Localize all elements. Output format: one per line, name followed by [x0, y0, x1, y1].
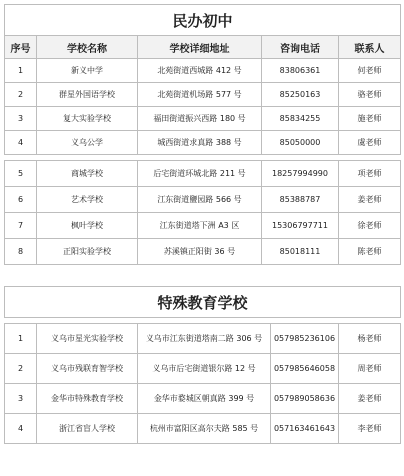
table-row — [5, 187, 401, 213]
table-row — [5, 213, 401, 239]
contact-person: 骆老师 — [339, 83, 401, 107]
phone-number: 057989058636 — [271, 384, 339, 414]
contact-person: 徐老师 — [339, 213, 401, 239]
row-index: 2 — [5, 83, 37, 107]
row-index: 1 — [5, 59, 37, 83]
phone-number: 057985236106 — [271, 324, 339, 354]
header-phone: 咨询电话 — [262, 36, 339, 59]
school-name: 新义中学 — [37, 59, 138, 83]
school-name: 义乌公学 — [37, 131, 138, 155]
table-row — [5, 384, 401, 414]
phone-number: 85834255 — [262, 107, 339, 131]
contact-person: 陈老师 — [339, 239, 401, 265]
phone-number: 85388787 — [262, 187, 339, 213]
table-row — [5, 324, 401, 354]
table-row — [5, 131, 401, 155]
table-row — [5, 239, 401, 265]
school-address: 北苑街道西城路 412 号 — [138, 59, 262, 83]
row-index: 7 — [5, 213, 37, 239]
school-address: 后宅街道环城北路 211 号 — [138, 161, 262, 187]
phone-number: 85018111 — [262, 239, 339, 265]
row-index: 5 — [5, 161, 37, 187]
phone-number: 85250163 — [262, 83, 339, 107]
school-name: 正阳实验学校 — [37, 239, 138, 265]
contact-person: 李老师 — [339, 414, 401, 444]
table-row — [5, 59, 401, 83]
table-title: 特殊教育学校 — [5, 287, 401, 318]
special-education-school-table — [4, 286, 401, 444]
school-name: 群星外国语学校 — [37, 83, 138, 107]
table-row — [5, 107, 401, 131]
private-middle-school-table — [4, 4, 401, 265]
school-name: 金华市特殊教育学校 — [37, 384, 138, 414]
phone-number: 15306797711 — [262, 213, 339, 239]
contact-person: 杨老师 — [339, 324, 401, 354]
school-address: 北苑街道机场路 577 号 — [138, 83, 262, 107]
school-name: 枫叶学校 — [37, 213, 138, 239]
school-address: 金华市婺城区朝真路 399 号 — [138, 384, 271, 414]
school-name: 商城学校 — [37, 161, 138, 187]
school-address: 义乌市后宅街道银尔路 12 号 — [138, 354, 271, 384]
contact-person: 施老师 — [339, 107, 401, 131]
contact-person: 虞老师 — [339, 131, 401, 155]
contact-person: 项老师 — [339, 161, 401, 187]
school-address: 杭州市富阳区高尔夫路 585 号 — [138, 414, 271, 444]
school-address: 江东街道塔下洲 A3 区 — [138, 213, 262, 239]
header-school-name: 学校名称 — [37, 36, 138, 59]
school-name: 义乌市星光实验学校 — [37, 324, 138, 354]
header-address: 学校详细地址 — [138, 36, 262, 59]
contact-person: 何老师 — [339, 59, 401, 83]
school-address: 江东街道鹽园路 566 号 — [138, 187, 262, 213]
contact-person: 姜老师 — [339, 384, 401, 414]
table-title: 民办初中 — [5, 5, 401, 36]
school-address: 城西街道求真路 388 号 — [138, 131, 262, 155]
phone-number: 057163461643 — [271, 414, 339, 444]
row-index: 8 — [5, 239, 37, 265]
row-index: 2 — [5, 354, 37, 384]
row-index: 4 — [5, 414, 37, 444]
row-index: 1 — [5, 324, 37, 354]
header-index: 序号 — [5, 36, 37, 59]
school-name: 艺术学校 — [37, 187, 138, 213]
school-address: 苏溪镇正阳街 36 号 — [138, 239, 262, 265]
phone-number: 057985646058 — [271, 354, 339, 384]
school-name: 复大实验学校 — [37, 107, 138, 131]
header-contact: 联系人 — [339, 36, 401, 59]
school-address: 义乌市江东街道塔南二路 306 号 — [138, 324, 271, 354]
phone-number: 18257994990 — [262, 161, 339, 187]
phone-number: 83806361 — [262, 59, 339, 83]
row-index: 3 — [5, 107, 37, 131]
table-row — [5, 354, 401, 384]
row-index: 6 — [5, 187, 37, 213]
school-address: 福田街道振兴西路 180 号 — [138, 107, 262, 131]
table-row — [5, 161, 401, 187]
table-row — [5, 83, 401, 107]
contact-person: 周老师 — [339, 354, 401, 384]
table-row — [5, 414, 401, 444]
school-name: 义乌市残联育智学校 — [37, 354, 138, 384]
phone-number: 85050000 — [262, 131, 339, 155]
contact-person: 姜老师 — [339, 187, 401, 213]
school-name: 浙江省盲人学校 — [37, 414, 138, 444]
row-index: 4 — [5, 131, 37, 155]
row-index: 3 — [5, 384, 37, 414]
